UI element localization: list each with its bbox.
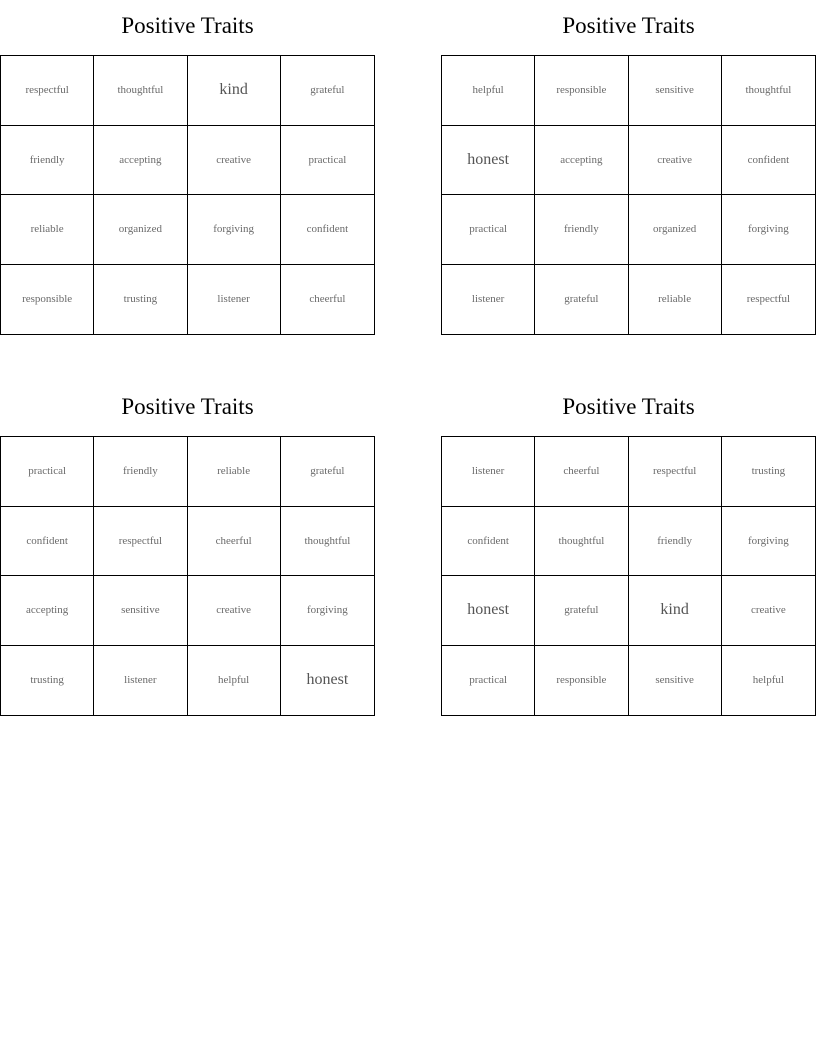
trait-cell: sensitive (629, 646, 722, 716)
trait-cell: confident (1, 507, 94, 577)
trait-cell: helpful (752, 674, 784, 687)
trait-cell: sensitive (94, 576, 187, 646)
trait-cell: reliable (188, 437, 281, 507)
trait-cell: forgiving (722, 195, 815, 265)
card-title: Positive Traits (562, 13, 695, 38)
trait-cell: creative (722, 576, 815, 646)
trait-cell: thoughtful (722, 56, 815, 126)
trait-cell: accepting (94, 126, 187, 196)
trait-cell: trusting (1, 646, 94, 716)
trait-cell: forgiving (281, 576, 374, 646)
trait-cell: responsible (1, 265, 94, 335)
trait-cell: creative (629, 126, 722, 196)
trait-cell: sensitive (629, 56, 722, 126)
trait-cell: forgiving (188, 195, 281, 265)
trait-cell: honest (306, 671, 349, 689)
trait-cell: trusting (722, 437, 815, 507)
trait-cell: respectful (629, 437, 722, 507)
trait-cell: confident (722, 126, 815, 196)
trait-cell: friendly (1, 126, 94, 196)
trait-cell: honest (442, 126, 535, 196)
trait-cell: trusting (94, 265, 187, 335)
card-title: Positive Traits (562, 394, 695, 419)
trait-cell: grateful (281, 437, 374, 507)
card-title: Positive Traits (121, 394, 254, 419)
trait-cell: responsible (535, 56, 628, 126)
trait-cell: accepting (535, 126, 628, 196)
trait-cell: thoughtful (281, 507, 374, 577)
trait-cell: creative (188, 126, 281, 196)
trait-cell: kind (629, 576, 722, 646)
trait-cell: listener (442, 265, 535, 335)
trait-cell: reliable (1, 195, 94, 265)
trait-grid (0, 55, 375, 335)
trait-cell: organized (629, 195, 722, 265)
trait-cell: helpful (188, 646, 281, 716)
trait-grid (441, 55, 816, 335)
trait-cell: responsible (535, 646, 628, 716)
trait-grid (0, 436, 375, 716)
trait-cell: listener (94, 646, 187, 716)
trait-cell: accepting (1, 576, 94, 646)
trait-cell: practical (281, 126, 374, 196)
trait-cell: organized (94, 195, 187, 265)
trait-cell: kind (188, 56, 281, 126)
trait-cell: confident (281, 195, 374, 265)
trait-cell: respectful (94, 507, 187, 577)
trait-cell: grateful (535, 576, 628, 646)
trait-cell: friendly (94, 437, 187, 507)
trait-cell: cheerful (188, 507, 281, 577)
trait-cell: respectful (746, 293, 791, 306)
trait-cell: creative (188, 576, 281, 646)
trait-grid (441, 436, 816, 716)
trait-cell: thoughtful (94, 56, 187, 126)
trait-cell: cheerful (309, 293, 346, 306)
trait-cell: honest (442, 576, 535, 646)
trait-cell: grateful (281, 56, 374, 126)
trait-cell: reliable (629, 265, 722, 335)
trait-cell: practical (1, 437, 94, 507)
trait-cell: respectful (1, 56, 94, 126)
trait-cell: cheerful (535, 437, 628, 507)
trait-cell: thoughtful (535, 507, 628, 577)
trait-cell: grateful (535, 265, 628, 335)
trait-cell: practical (442, 646, 535, 716)
trait-cell: friendly (535, 195, 628, 265)
trait-cell: friendly (629, 507, 722, 577)
trait-cell: forgiving (722, 507, 815, 577)
trait-cell: listener (442, 437, 535, 507)
trait-cell: confident (442, 507, 535, 577)
card-title: Positive Traits (121, 13, 254, 38)
trait-cell: practical (442, 195, 535, 265)
trait-cell: listener (188, 265, 281, 335)
trait-cell: helpful (442, 56, 535, 126)
